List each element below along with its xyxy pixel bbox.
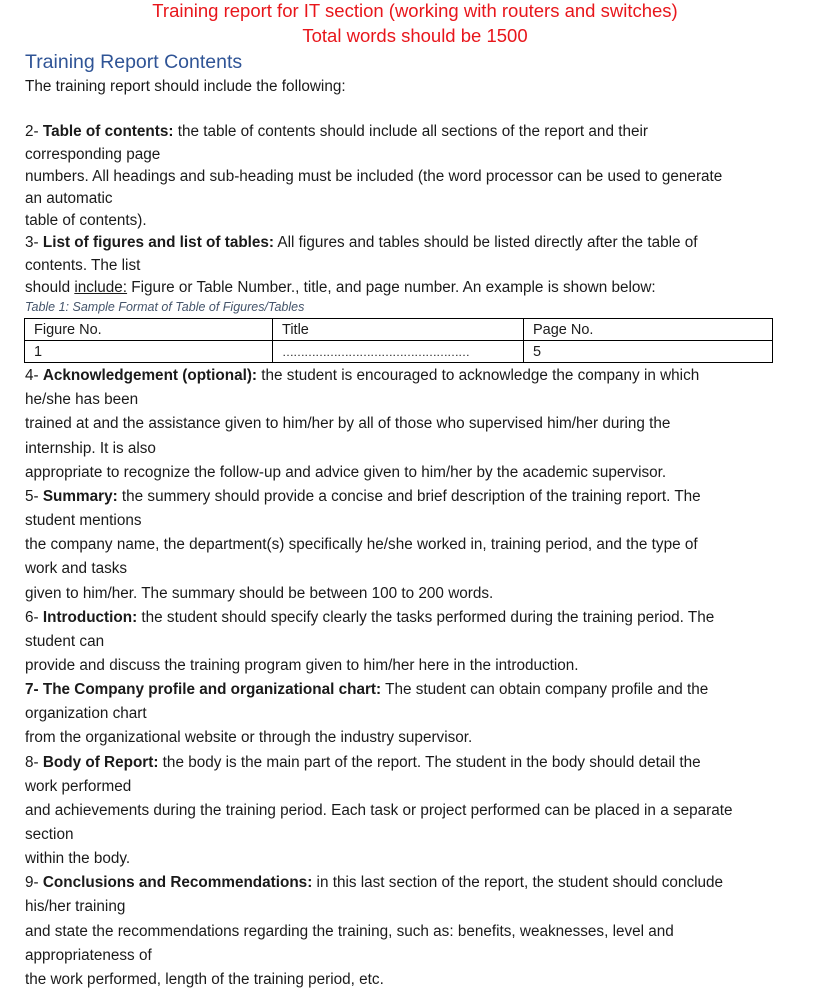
text-line [25, 872, 723, 894]
text-line: provide and discuss the training program given to him/her here in the introduction. [25, 657, 579, 674]
item-title: Table of contents: [42, 123, 174, 140]
text-line: his/her training [25, 898, 126, 915]
item-text: the student should specify clearly the tasks performed during the training period. The [137, 609, 715, 626]
text-line [25, 486, 701, 508]
text-line: the company name, the department(s) specifically he/she worked in, training period, and the type of [25, 536, 698, 553]
table-cell: 1 [25, 341, 273, 363]
text-line [25, 607, 714, 629]
item-text: the student is encouraged to acknowledge the company in which [257, 367, 700, 384]
text-line: from the organizational website or through the industry supervisor. [25, 729, 473, 746]
item-text: the body is the main part of the report. The student in the body should detail the [158, 754, 701, 771]
item-number: 4- [25, 367, 43, 384]
text-line: he/she has been [25, 391, 139, 408]
text-line: within the body. [25, 850, 131, 867]
item-text: The student can obtain company profile and the [381, 681, 709, 698]
item-title: Conclusions and Recommendations: [42, 874, 313, 891]
table-header-cell: Title [273, 319, 524, 341]
text-line: table of contents). [25, 212, 147, 229]
text-line: corresponding page [25, 146, 161, 163]
item-number: 8- [25, 754, 43, 771]
item-title: 7- The Company profile and organizational chart: [25, 681, 382, 698]
table-header-cell: Page No. [524, 319, 773, 341]
text-line [25, 121, 648, 143]
text-line: section [25, 826, 74, 843]
text-line: numbers. All headings and sub-heading must be included (the word processor can be used to generate [25, 168, 723, 185]
item-title: Body of Report: [42, 754, 159, 771]
item-text: in this last section of the report, the student should conclude [312, 874, 724, 891]
text-line: the work performed, length of the training period, etc. [25, 971, 384, 988]
item-number: 6- [25, 609, 43, 626]
text-line [25, 232, 698, 254]
report-title-line-1: Training report for IT section (working with routers and switches) [152, 0, 678, 21]
table-caption: Table 1: Sample Format of Table of Figures/Tables [25, 300, 305, 314]
table-header-row [25, 319, 773, 341]
intro-text: The training report should include the following: [25, 78, 346, 95]
text-line: work and tasks [25, 560, 128, 577]
item-text: All figures and tables should be listed directly after the table of [274, 234, 698, 251]
sample-figures-table [24, 318, 773, 363]
text-line [25, 752, 701, 774]
text-line: internship. It is also [25, 440, 156, 457]
table-cell: 5 [524, 341, 773, 363]
item-number: 9- [25, 874, 43, 891]
item-text: the summery should provide a concise and brief description of the training report. The [117, 488, 701, 505]
text-line: trained at and the assistance given to him/her by all of those who supervised him/her during the [25, 415, 671, 432]
text-line: and achievements during the training period. Each task or project performed can be placed in a separate [25, 802, 733, 819]
text-span: should [25, 279, 75, 296]
text-line: appropriateness of [25, 947, 152, 964]
text-line [25, 365, 699, 387]
item-title: List of figures and list of tables: [42, 234, 275, 251]
table-header-cell: Figure No. [25, 319, 273, 341]
text-line: given to him/her. The summary should be between 100 to 200 words. [25, 585, 494, 602]
item-number: 5- [25, 488, 43, 505]
table-cell: …………………………………………… [273, 341, 524, 363]
item-number: 3- [25, 234, 43, 251]
text-line: an automatic [25, 190, 113, 207]
table-row [25, 341, 773, 363]
item-number: 2- [25, 123, 43, 140]
text-line [25, 679, 708, 701]
text-line: student can [25, 633, 105, 650]
text-line: work performed [25, 778, 132, 795]
report-title-line-2: Total words should be 1500 [302, 25, 528, 46]
text-line: appropriate to recognize the follow-up and advice given to him/her by the academic supervisor. [25, 464, 667, 481]
text-line: student mentions [25, 512, 142, 529]
text-span: Figure or Table Number., title, and page number. An example is shown below: [127, 279, 656, 296]
section-heading: Training Report Contents [25, 51, 243, 73]
underlined-word: include: [74, 279, 128, 296]
item-title: Introduction: [42, 609, 138, 626]
text-line: organization chart [25, 705, 147, 722]
item-title: Summary: [42, 488, 118, 505]
item-title: Acknowledgement (optional): [42, 367, 258, 384]
item-text: the table of contents should include all sections of the report and their [173, 123, 648, 140]
text-line [25, 277, 656, 299]
text-line: contents. The list [25, 257, 141, 274]
text-line: and state the recommendations regarding the training, such as: benefits, weaknesses, level and [25, 923, 674, 940]
